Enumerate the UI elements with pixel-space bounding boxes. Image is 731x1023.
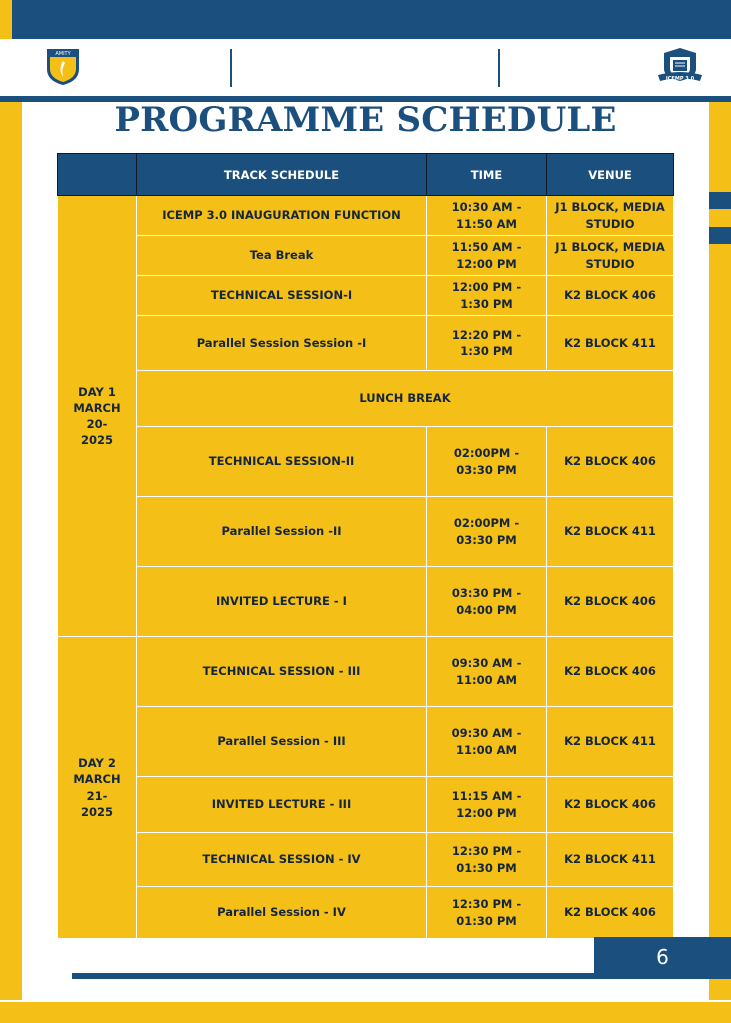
table-row [58, 707, 674, 777]
venue-cell: K2 BLOCK 406 [547, 567, 674, 637]
time-cell: 12:30 PM - 01:30 PM [427, 833, 547, 887]
table-header-row [58, 154, 674, 196]
time-cell: 02:00PM - 03:30 PM [427, 427, 547, 497]
time-cell: 11:50 AM - 12:00 PM [427, 236, 547, 276]
time-cell: 12:00 PM - 1:30 PM [427, 276, 547, 316]
venue-cell: K2 BLOCK 406 [547, 427, 674, 497]
day-1-cell: DAY 1 MARCH 20- 2025 [58, 196, 137, 637]
track-cell: Parallel Session - III [137, 707, 427, 777]
venue-cell: K2 BLOCK 411 [547, 316, 674, 371]
top-band [0, 0, 731, 39]
left-rail [0, 102, 22, 1000]
lunch-row [58, 371, 674, 427]
header-bar [0, 39, 731, 96]
header-divider-right [498, 49, 500, 87]
table-row [58, 427, 674, 497]
day-2-cell: DAY 2 MARCH 21- 2025 [58, 637, 137, 939]
venue-cell: J1 BLOCK, MEDIA STUDIO [547, 196, 674, 236]
track-cell: Parallel Session Session -I [137, 316, 427, 371]
track-cell: TECHNICAL SESSION - IV [137, 833, 427, 887]
top-band-accent [0, 0, 12, 39]
time-cell: 11:15 AM - 12:00 PM [427, 777, 547, 833]
icemp-logo [656, 45, 704, 89]
right-tab-1 [709, 192, 731, 209]
time-cell: 09:30 AM - 11:00 AM [427, 637, 547, 707]
time-cell: 02:00PM - 03:30 PM [427, 497, 547, 567]
time-cell: 09:30 AM - 11:00 AM [427, 707, 547, 777]
header-cell-time: TIME [427, 154, 547, 196]
right-tab-2 [709, 227, 731, 244]
venue-cell: K2 BLOCK 411 [547, 707, 674, 777]
venue-cell: K2 BLOCK 411 [547, 497, 674, 567]
bottom-band [0, 1000, 731, 1023]
venue-cell: K2 BLOCK 406 [547, 777, 674, 833]
track-cell: TECHNICAL SESSION-II [137, 427, 427, 497]
amity-logo [45, 47, 81, 91]
bottom-band-line [0, 1000, 731, 1002]
svg-text:AMITY: AMITY [55, 51, 71, 57]
table-row [58, 777, 674, 833]
venue-cell: J1 BLOCK, MEDIA STUDIO [547, 236, 674, 276]
lunch-break-cell: LUNCH BREAK [137, 371, 674, 427]
track-cell: Tea Break [137, 236, 427, 276]
venue-cell: K2 BLOCK 406 [547, 276, 674, 316]
venue-cell: K2 BLOCK 406 [547, 887, 674, 939]
track-cell: TECHNICAL SESSION-I [137, 276, 427, 316]
svg-text:ICEMP 3.0: ICEMP 3.0 [665, 76, 695, 82]
footer-bar [72, 973, 731, 979]
table-row [58, 196, 674, 236]
time-cell: 12:20 PM - 1:30 PM [427, 316, 547, 371]
table-row [58, 887, 674, 939]
track-cell: TECHNICAL SESSION - III [137, 637, 427, 707]
venue-cell: K2 BLOCK 411 [547, 833, 674, 887]
time-cell: 03:30 PM - 04:00 PM [427, 567, 547, 637]
table-row [58, 276, 674, 316]
header-cell-track: TRACK SCHEDULE [137, 154, 427, 196]
page-number: 6 [594, 937, 731, 976]
table-row [58, 316, 674, 371]
table-row [58, 637, 674, 707]
venue-cell: K2 BLOCK 406 [547, 637, 674, 707]
schedule-table [57, 153, 674, 939]
page-title: PROGRAMME SCHEDULE [114, 100, 617, 140]
header-cell-day [58, 154, 137, 196]
track-cell: Parallel Session -II [137, 497, 427, 567]
table-row [58, 833, 674, 887]
header-cell-venue: VENUE [547, 154, 674, 196]
table-row [58, 497, 674, 567]
time-cell: 12:30 PM - 01:30 PM [427, 887, 547, 939]
table-row [58, 567, 674, 637]
table-row [58, 236, 674, 276]
track-cell: INVITED LECTURE - I [137, 567, 427, 637]
header-divider-left [230, 49, 232, 87]
track-cell: INVITED LECTURE - III [137, 777, 427, 833]
track-cell: Parallel Session - IV [137, 887, 427, 939]
time-cell: 10:30 AM - 11:50 AM [427, 196, 547, 236]
track-cell: ICEMP 3.0 INAUGURATION FUNCTION [137, 196, 427, 236]
